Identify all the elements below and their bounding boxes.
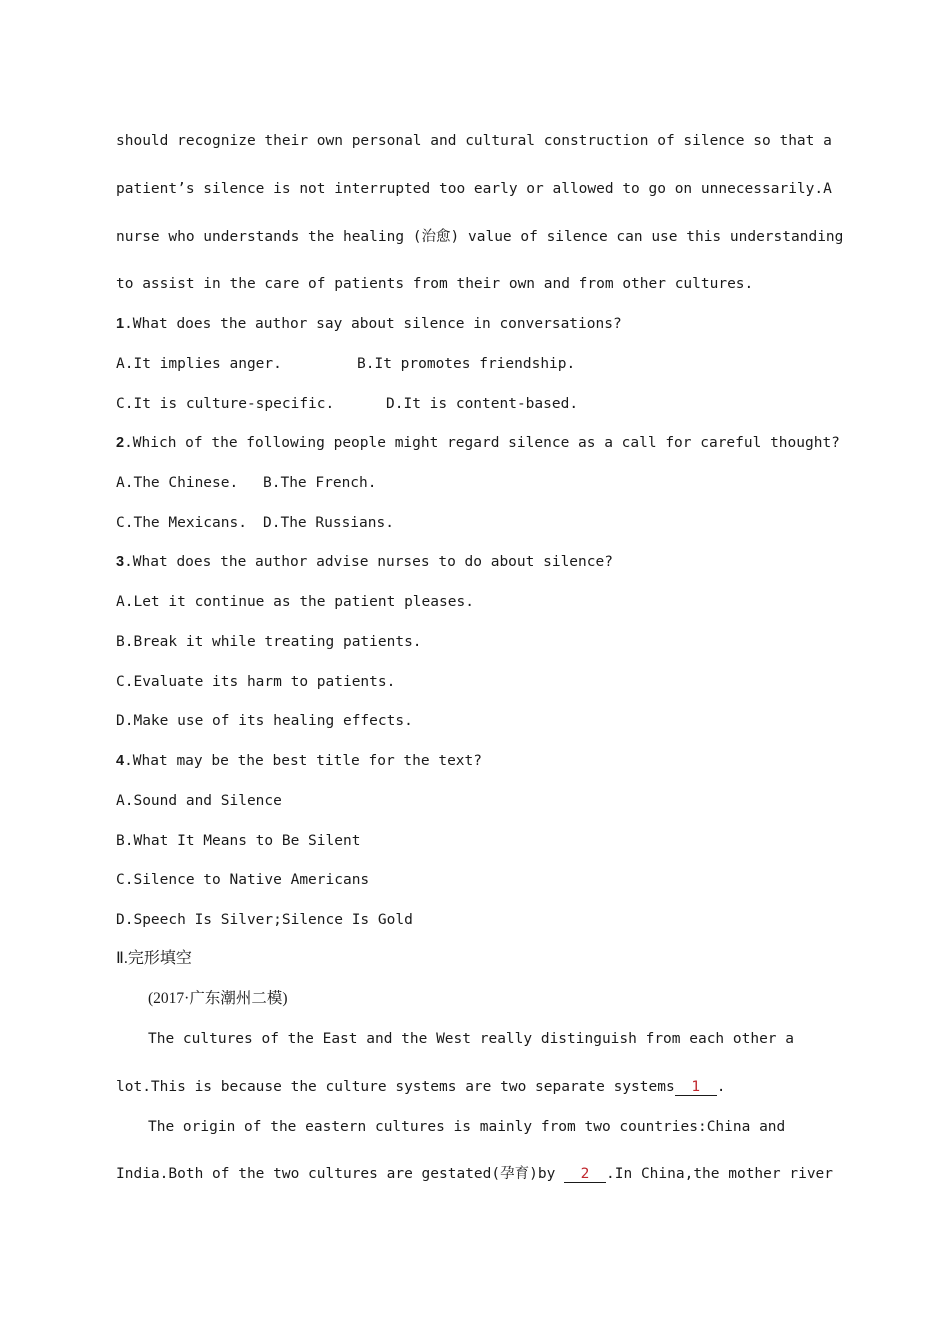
option-b: B.What It Means to Be Silent: [116, 833, 361, 849]
option-a: A.It implies anger.: [116, 356, 282, 372]
option-b: B.Break it while treating patients.: [116, 634, 422, 650]
passage-line: to assist in the care of patients from their own and from other cultures.: [116, 276, 754, 292]
cloze-text: lot.This is because the culture systems are two separate systems: [116, 1079, 675, 1095]
question-text: .What does the author say about silence in conversations?: [124, 316, 622, 332]
source-note: (2017·广东潮州二模): [148, 990, 288, 1007]
option-c: C.The Mexicans.: [116, 515, 247, 531]
blank-2[interactable]: 2: [564, 1166, 606, 1183]
passage-line: patient’s silence is not interrupted too early or allowed to go on unnecessarily.A: [116, 181, 832, 197]
option-c: C.Silence to Native Americans: [116, 872, 370, 888]
option-d: D.Speech Is Silver;Silence Is Gold: [116, 912, 413, 928]
passage-line: nurse who understands the healing (治愈) value of silence can use this understanding: [116, 229, 844, 245]
cloze-line: [116, 1164, 833, 1184]
option-a: A.Let it continue as the patient pleases.: [116, 594, 474, 610]
question-3: [116, 552, 613, 572]
cloze-line: [116, 1077, 725, 1097]
cloze-line: The origin of the eastern cultures is mainly from two countries:China and: [148, 1119, 786, 1135]
option-c: C.Evaluate its harm to patients.: [116, 674, 396, 690]
question-2: [116, 433, 840, 453]
option-d: D.It is content-based.: [386, 396, 579, 412]
option-b: B.It promotes friendship.: [357, 356, 576, 372]
question-number: 2: [116, 435, 125, 451]
question-text: .What does the author advise nurses to do about silence?: [124, 554, 613, 570]
cloze-text: India.Both of the two cultures are gestated(孕育)by: [116, 1166, 565, 1182]
question-text: .Which of the following people might regard silence as a call for careful thought?: [124, 435, 840, 451]
cloze-text: .In China,the mother river: [606, 1166, 834, 1182]
section-heading: Ⅱ.完形填空: [116, 950, 192, 967]
option-a: A.The Chinese.: [116, 475, 239, 491]
cloze-line: The cultures of the East and the West really distinguish from each other a: [148, 1031, 795, 1047]
option-d: D.The Russians.: [263, 515, 394, 531]
passage-line: should recognize their own personal and cultural construction of silence so that a: [116, 133, 832, 149]
question-4: [116, 751, 482, 771]
option-b: B.The French.: [263, 475, 377, 491]
blank-1[interactable]: 1: [675, 1079, 717, 1096]
option-d: D.Make use of its healing effects.: [116, 713, 413, 729]
question-number: 3: [116, 554, 125, 570]
question-1: [116, 314, 622, 334]
question-number: 1: [116, 316, 125, 332]
option-a: A.Sound and Silence: [116, 793, 282, 809]
question-text: .What may be the best title for the text?: [124, 753, 482, 769]
cloze-text: .: [716, 1079, 726, 1095]
option-c: C.It is culture-specific.: [116, 396, 335, 412]
question-number: 4: [116, 753, 125, 769]
